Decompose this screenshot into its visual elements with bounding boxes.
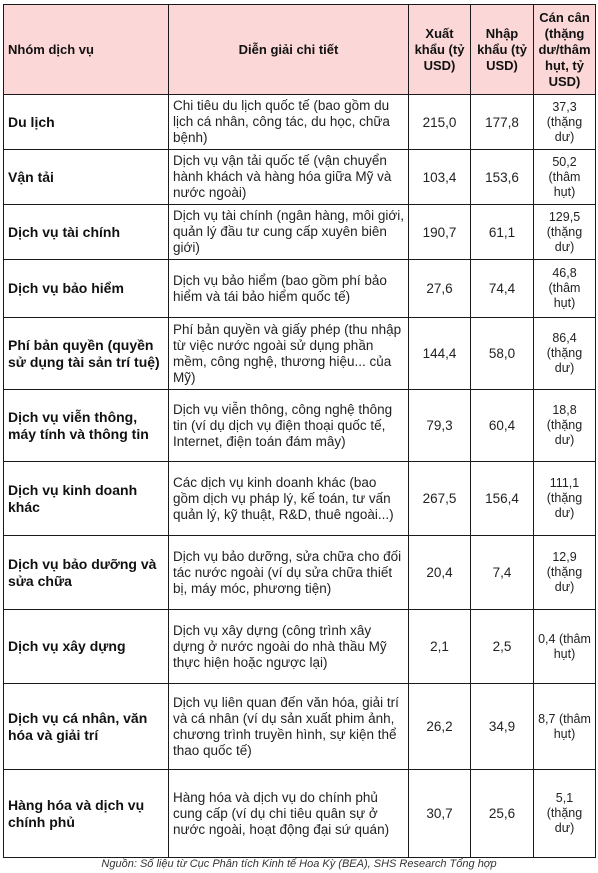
- row-group: Hàng hóa và dịch vụ chính phủ: [4, 770, 169, 858]
- row-balance: 111,1 (thặng dư): [534, 462, 596, 536]
- row-imports: 2,5: [471, 610, 534, 684]
- header-group: Nhóm dịch vụ: [4, 5, 169, 95]
- row-balance: 8,7 (thâm hụt): [534, 684, 596, 770]
- row-imports: 60,4: [471, 390, 534, 462]
- row-exports: 190,7: [409, 205, 471, 260]
- table-row: [4, 95, 596, 150]
- table-row: [4, 684, 596, 770]
- row-balance: 129,5 (thặng dư): [534, 205, 596, 260]
- header-exports: Xuất khẩu (tỷ USD): [409, 5, 471, 95]
- row-group: Dịch vụ viễn thông, máy tính và thông tin: [4, 390, 169, 462]
- row-exports: 20,4: [409, 536, 471, 610]
- row-description: Dịch vụ viễn thông, công nghệ thông tin (ví dụ dịch vụ điện thoại quốc tế, Internet, điện toán đám mây): [169, 390, 409, 462]
- row-group: Phí bản quyền (quyền sử dụng tài sản trí tuệ): [4, 318, 169, 390]
- row-exports: 103,4: [409, 150, 471, 205]
- header-description: Diễn giải chi tiết: [169, 5, 409, 95]
- row-exports: 30,7: [409, 770, 471, 858]
- row-imports: 25,6: [471, 770, 534, 858]
- table-row: [4, 536, 596, 610]
- row-balance: 46,8 (thâm hụt): [534, 260, 596, 318]
- row-imports: 58,0: [471, 318, 534, 390]
- table-row: [4, 318, 596, 390]
- row-group: Dịch vụ bảo dưỡng và sửa chữa: [4, 536, 169, 610]
- row-exports: 27,6: [409, 260, 471, 318]
- row-imports: 74,4: [471, 260, 534, 318]
- row-balance: 18,8 (thặng dư): [534, 390, 596, 462]
- row-balance: 0,4 (thâm hụt): [534, 610, 596, 684]
- row-imports: 156,4: [471, 462, 534, 536]
- table-row: [4, 610, 596, 684]
- table-row: [4, 770, 596, 858]
- row-imports: 177,8: [471, 95, 534, 150]
- row-imports: 153,6: [471, 150, 534, 205]
- row-description: Hàng hóa và dịch vụ do chính phủ cung cấp (ví dụ chi tiêu quân sự ở nước ngoài, hoạt động đại sứ quán): [169, 770, 409, 858]
- row-description: Chi tiêu du lịch quốc tế (bao gồm du lịch cá nhân, công tác, du học, chữa bệnh): [169, 95, 409, 150]
- row-description: Các dịch vụ kinh doanh khác (bao gồm dịch vụ pháp lý, kế toán, tư vấn quản lý, kỹ thuật, R&D, thuê ngoài...): [169, 462, 409, 536]
- row-balance: 12,9 (thặng dư): [534, 536, 596, 610]
- row-balance: 86,4 (thặng dư): [534, 318, 596, 390]
- row-balance: 5,1 (thặng dư): [534, 770, 596, 858]
- table-row: [4, 205, 596, 260]
- source-note: Nguồn: Số liệu từ Cục Phân tích Kinh tế Hoa Kỳ (BEA), SHS Research Tổng hợp: [101, 858, 497, 870]
- row-exports: 26,2: [409, 684, 471, 770]
- row-group: Dịch vụ tài chính: [4, 205, 169, 260]
- row-exports: 215,0: [409, 95, 471, 150]
- table-row: [4, 390, 596, 462]
- header-balance: Cán cân (thặng dư/thâm hụt, tỷ USD): [534, 5, 596, 95]
- row-exports: 2,1: [409, 610, 471, 684]
- row-description: Dịch vụ tài chính (ngân hàng, môi giới, quản lý đầu tư cung cấp xuyên biên giới): [169, 205, 409, 260]
- row-group: Dịch vụ bảo hiểm: [4, 260, 169, 318]
- row-imports: 7,4: [471, 536, 534, 610]
- row-group: Dịch vụ xây dựng: [4, 610, 169, 684]
- row-description: Dịch vụ bảo hiểm (bao gồm phí bảo hiểm và tái bảo hiểm quốc tế): [169, 260, 409, 318]
- row-description: Dịch vụ xây dựng (công trình xây dựng ở nước ngoài do nhà thầu Mỹ thực hiện hoặc ngược lại): [169, 610, 409, 684]
- table-row: [4, 462, 596, 536]
- row-description: Phí bản quyền và giấy phép (thu nhập từ việc nước ngoài sử dụng phần mềm, công nghệ, thương hiệu... của Mỹ): [169, 318, 409, 390]
- services-trade-table: [3, 4, 596, 858]
- table-row: [4, 260, 596, 318]
- row-balance: 37,3 (thặng dư): [534, 95, 596, 150]
- table-row: [4, 150, 596, 205]
- row-group: Dịch vụ cá nhân, văn hóa và giải trí: [4, 684, 169, 770]
- header-imports: Nhập khẩu (tỷ USD): [471, 5, 534, 95]
- row-group: Dịch vụ kinh doanh khác: [4, 462, 169, 536]
- row-description: Dịch vụ bảo dưỡng, sửa chữa cho đối tác nước ngoài (ví dụ sửa chữa thiết bị, máy móc, phương tiện): [169, 536, 409, 610]
- row-exports: 79,3: [409, 390, 471, 462]
- row-balance: 50,2 (thâm hụt): [534, 150, 596, 205]
- row-exports: 267,5: [409, 462, 471, 536]
- row-group: Vận tải: [4, 150, 169, 205]
- row-imports: 34,9: [471, 684, 534, 770]
- header-row: [4, 5, 596, 95]
- row-description: Dịch vụ vận tải quốc tế (vận chuyển hành khách và hàng hóa giữa Mỹ và nước ngoài): [169, 150, 409, 205]
- row-imports: 61,1: [471, 205, 534, 260]
- row-description: Dịch vụ liên quan đến văn hóa, giải trí và cá nhân (ví dụ sản xuất phim ảnh, chương trình truyền hình, sự kiện thể thao quốc tế): [169, 684, 409, 770]
- row-exports: 144,4: [409, 318, 471, 390]
- row-group: Du lịch: [4, 95, 169, 150]
